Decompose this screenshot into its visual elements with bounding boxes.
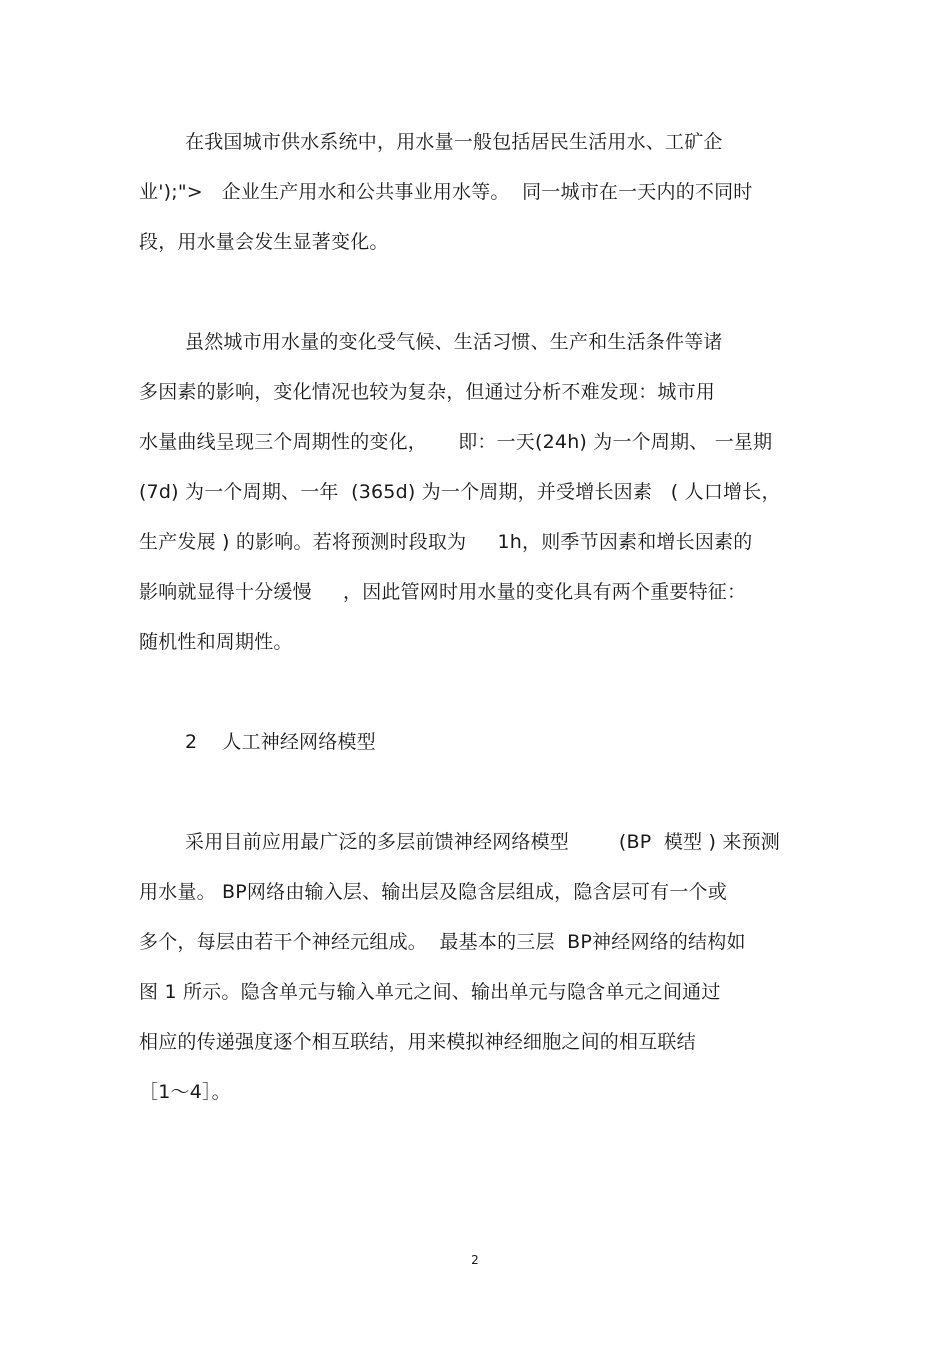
text-line: 水量曲线呈现三个周期性的变化， 即：一天(24h) 为一个周期、 一星期 <box>139 431 773 453</box>
text-line: 多因素的影响，变化情况也较为复杂，但通过分析不难发现：城市用 <box>139 381 716 403</box>
text-line: 采用目前应用最广泛的多层前馈神经网络模型 (BP 模型 ) 来预测 <box>185 831 780 853</box>
text-line: 虽然城市用水量的变化受气候、生活习惯、生产和生活条件等诸 <box>185 331 723 353</box>
text-line: 图 1 所示。隐含单元与输入单元之间、输出单元与隐含单元之间通过 <box>139 981 721 1003</box>
text-line: 影响就显得十分缓慢 ，因此管网时用水量的变化具有两个重要特征： <box>139 581 747 603</box>
text-line: 在我国城市供水系统中，用水量一般包括居民生活用水、工矿企 <box>185 131 723 153</box>
section-heading: 2 人工神经网络模型 <box>185 731 376 753</box>
text-line: 用水量。 BP网络由输入层、输出层及隐含层组成，隐含层可有一个或 <box>139 881 727 903</box>
text-line: 段，用水量会发生显著变化。 <box>139 231 389 253</box>
text-line: 随机性和周期性。 <box>139 631 293 653</box>
text-line: 业');"> 企业生产用水和公共事业用水等。 同一城市在一天内的不同时 <box>139 181 753 203</box>
page-number: 2 <box>471 1253 479 1267</box>
text-line: ［1～4］。 <box>139 1081 231 1103</box>
text-line: 多个，每层由若干个神经元组成。 最基本的三层 BP神经网络的结构如 <box>139 931 746 953</box>
text-line: 生产发展 ) 的影响。若将预测时段取为 1h，则季节因素和增长因素的 <box>139 531 753 553</box>
text-line: (7d) 为一个周期、一年 (365d) 为一个周期，并受增长因素 ( 人口增长， <box>139 481 781 503</box>
text-line: 相应的传递强度逐个相互联结，用来模拟神经细胞之间的相互联结 <box>139 1031 696 1053</box>
